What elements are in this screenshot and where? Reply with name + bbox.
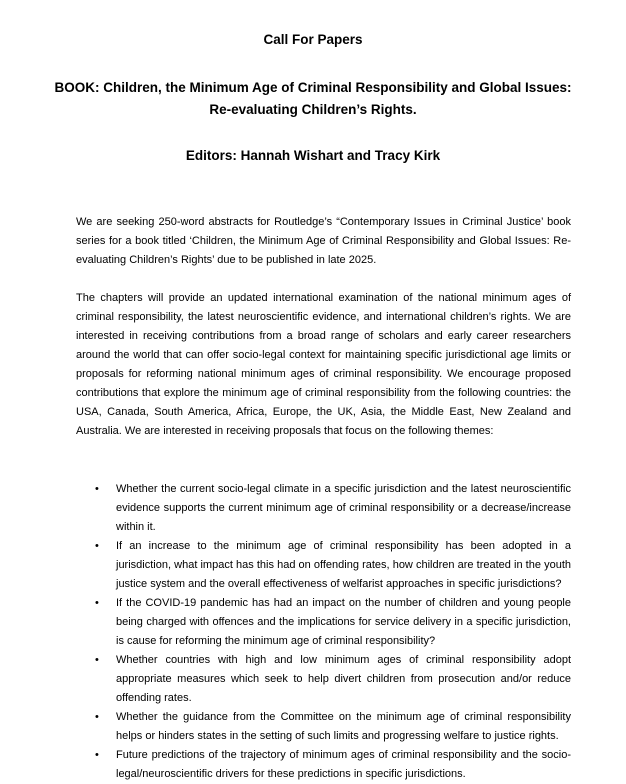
theme-text: Whether the current socio-legal climate in a specific jurisdiction and the latest neuroscientific evidence supports the current minimum age of criminal responsibility or a decrease/increase within it. <box>116 483 571 533</box>
intro-paragraph: We are seeking 250-word abstracts for Routledge’s “Contemporary Issues in Criminal Justice’ book series for a book titled ‘Children, the Minimum Age of Criminal Responsibility and Global Issues: Re-evaluating Children’s Rights’ due to be published in late 2025. <box>76 216 571 266</box>
theme-text: Whether countries with high and low minimum ages of criminal responsibility adopt appropriate measures which seek to help divert children from prosecution and/or reduce offending rates. <box>116 654 571 704</box>
list-item <box>76 594 571 651</box>
list-item <box>76 480 571 537</box>
theme-text: Whether the guidance from the Committee on the minimum age of criminal responsibility helps or hinders states in the setting of such limits and progressing welfare to justice rights. <box>116 711 571 742</box>
bullet-icon: • <box>95 540 99 552</box>
editors-line: Editors: Hannah Wishart and Tracy Kirk <box>185 148 441 163</box>
bullet-icon: • <box>95 711 99 723</box>
bullet-icon: • <box>95 597 99 609</box>
theme-text: Future predictions of the trajectory of minimum ages of criminal responsibility and the socio-legal/neuroscientific drivers for these predictions in specific jurisdictions. <box>116 749 571 780</box>
call-for-papers-title: Call For Papers <box>263 32 363 47</box>
list-item <box>76 537 571 594</box>
chapters-paragraph: The chapters will provide an updated international examination of the national minimum ages of criminal responsibility, the latest neuroscientific evidence, and international children’s rights. We are interested in receiving contributions from a broad range of scholars and early career researchers around the world that can offer socio-legal context for maintaining specific jurisdictional age limits or proposals for reforming national minimum ages of criminal responsibility. We encourage proposed contributions that explore the minimum age of criminal responsibility from the following countries: the USA, Canada, South America, Africa, Europe, the UK, Asia, the Middle East, New Zealand and Australia. We are interested in receiving proposals that focus on the following themes: <box>76 292 571 437</box>
list-item <box>76 708 571 746</box>
book-title-line-1: BOOK: Children, the Minimum Age of Criminal Responsibility and Global Issues: <box>54 80 572 95</box>
bullet-icon: • <box>95 483 99 495</box>
list-item <box>76 746 571 784</box>
theme-text: If an increase to the minimum age of criminal responsibility has been adopted in a jurisdiction, what impact has this had on offending rates, how children are treated in the youth justice system and the overall effectiveness of welfarist approaches in specific jurisdictions? <box>116 540 571 590</box>
book-title <box>0 77 626 121</box>
book-title-line-2: Re-evaluating Children’s Rights. <box>209 102 417 117</box>
list-item <box>76 651 571 708</box>
bullet-icon: • <box>95 749 99 761</box>
theme-text: If the COVID-19 pandemic has had an impact on the number of children and young people being charged with offences and the implications for service delivery in a specific jurisdiction, is cause for reforming the minimum age of criminal responsibility? <box>116 597 571 647</box>
themes-list <box>76 480 571 784</box>
bullet-icon: • <box>95 654 99 666</box>
